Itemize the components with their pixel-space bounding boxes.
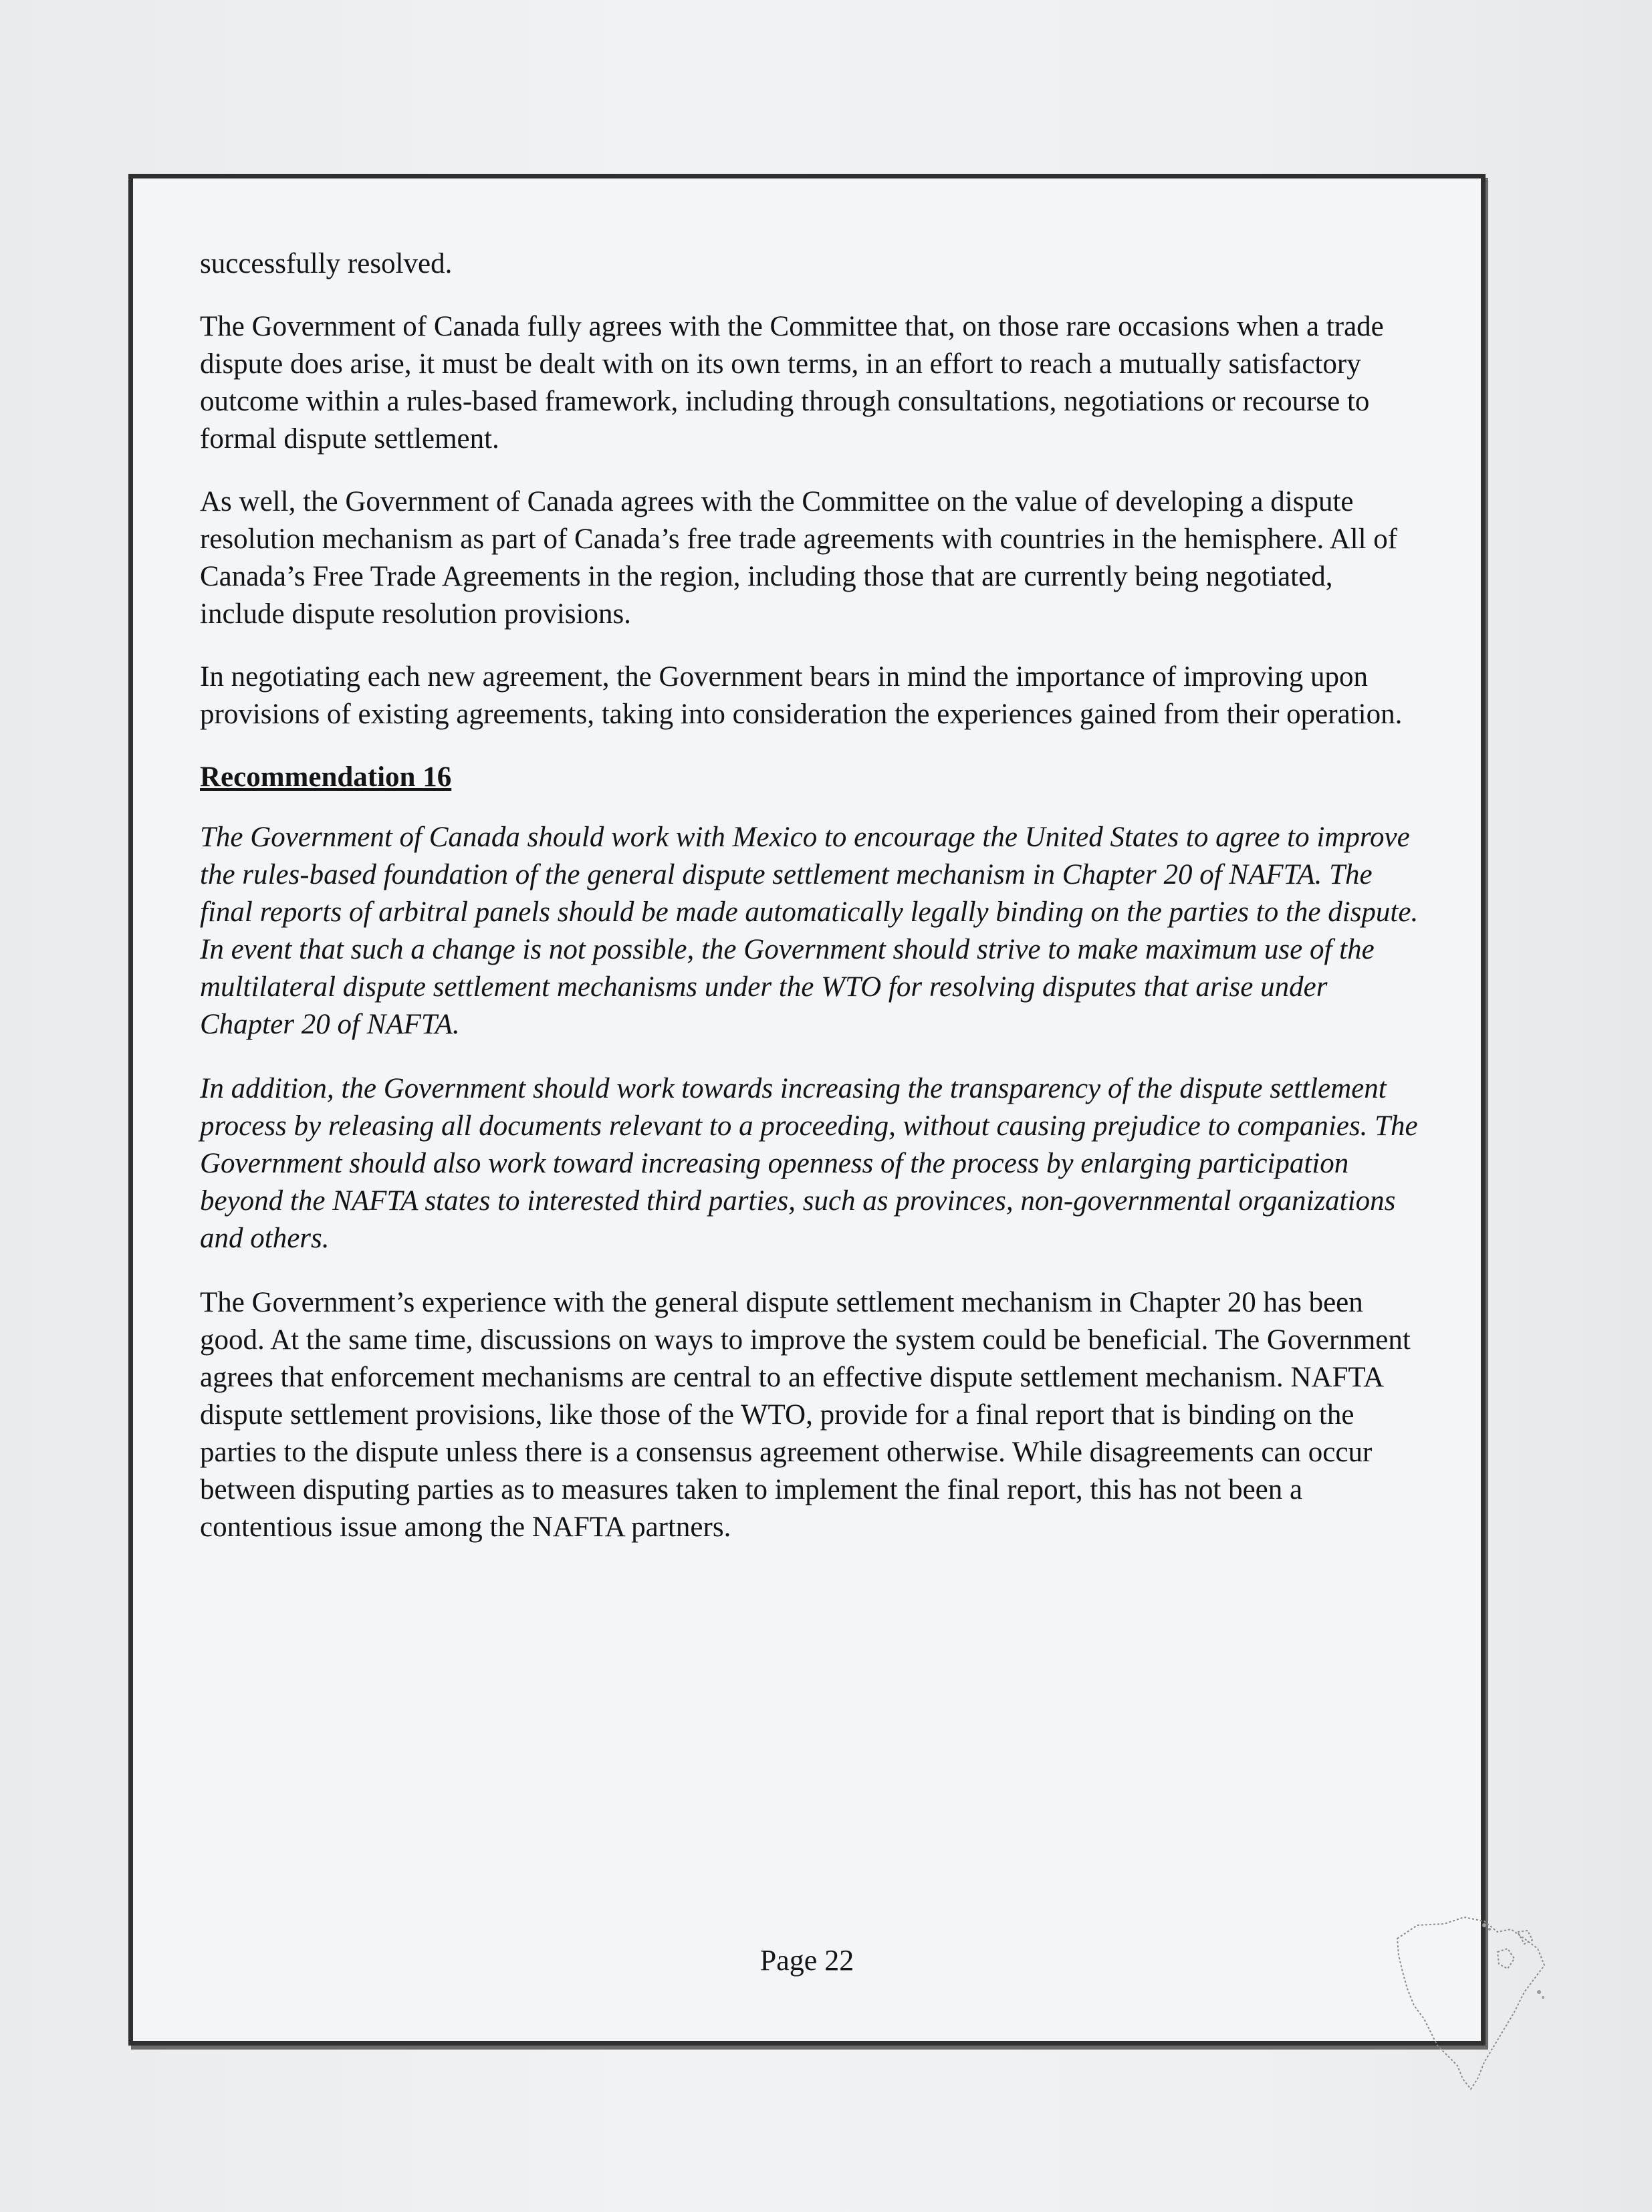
recommendation-heading: Recommendation 16 [200, 761, 452, 793]
paragraph-3: As well, the Government of Canada agrees with the Committee on the value of developing a dispute resolution mechanism as part of Canada’s free trade agreements with countries in the hemisphere. All of Canada’s Free Trade Agreements in the region, including those that are currently being negotiated, include dispute resolution provisions. [200, 486, 1398, 630]
north-america-map-icon [1384, 1912, 1584, 2099]
paragraph-4: In negotiating each new agreement, the Government bears in mind the importance of improving upon provisions of existing agreements, taking into consideration the experiences gained from their operation. [200, 661, 1403, 730]
recommendation-paragraph-1: The Government of Canada should work with Mexico to encourage the United States to agree to improve the rules-based foundation of the general dispute settlement mechanism in Chapter 20 of NAFTA. The final reports of arbitral panels should be made automatically legally binding on the parties to the dispute. In event that such a change is not possible, the Government should strive to make maximum use of the multilateral dispute settlement mechanisms under the WTO for resolving disputes that arise under Chapter 20 of NAFTA. [200, 822, 1419, 1040]
paragraph-2: The Government of Canada fully agrees with the Committee that, on those rare occasions when a trade dispute does arise, it must be dealt with on its own terms, in an effort to reach a mutually satisfactory outcome within a rules-based framework, including through consultations, negotiations or recourse to formal dispute settlement. [200, 311, 1384, 455]
recommendation-paragraph-2: In addition, the Government should work towards increasing the transparency of the dispute settlement process by releasing all documents relevant to a proceeding, without causing prejudice to companies. The Government should also work toward increasing openness of the process by enlarging participation beyond the NAFTA states to interested third parties, such as provinces, non-governmental organizations and others. [200, 1073, 1418, 1254]
page-frame [128, 174, 1486, 2046]
page-content [200, 245, 1423, 1572]
paragraph-1: successfully resolved. [200, 248, 453, 279]
response-paragraph: The Government’s experience with the general dispute settlement mechanism in Chapter 20 has been good. At the same time, discussions on ways to improve the system could be beneficial. The Government agrees that enforcement mechanisms are central to an effective dispute settlement mechanism. NAFTA dispute settlement provisions, like those of the WTO, provide for a final report that is binding on the parties to the dispute unless there is a consensus agreement otherwise. While disagreements can occur between disputing parties as to measures taken to implement the final report, this has not been a contentious issue among the NAFTA partners. [200, 1287, 1411, 1543]
page-number: Page 22 [759, 1944, 854, 1977]
